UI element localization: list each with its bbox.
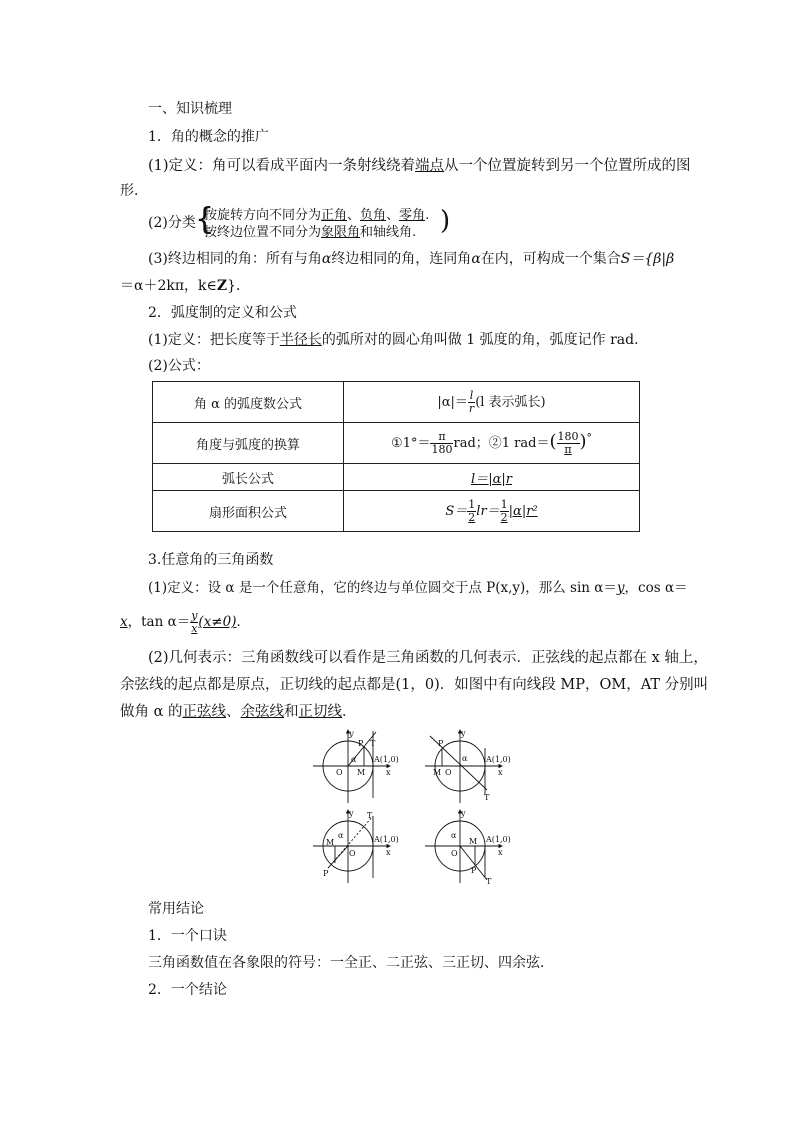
label-y: y <box>461 809 466 818</box>
label-x: x <box>498 848 503 857</box>
s1-definition-line1: (1)定义：角可以看成平面内一条射线绕着端点从一个位置旋转到另一个位置所成的图 <box>148 158 691 174</box>
label-P: P <box>471 866 477 875</box>
label-A: A(1,0) <box>374 755 399 764</box>
row-value: S＝ $\frac{1}{2}$ lr＝ $\frac{1}{2}$ |α|r² <box>344 491 640 532</box>
cls-line2: 按终边位置不同分为象限角和轴线角. <box>204 225 417 240</box>
label-T: T <box>484 793 490 802</box>
s3-geometric-line1: (2)几何表示：三角函数线可以看作是三角函数的几何表示．正弦线的起点都在 x 轴上， <box>148 650 708 666</box>
row-key: 弧长公式 <box>153 464 344 491</box>
label-O: O <box>349 849 356 858</box>
figure-quadrant-2 <box>425 729 511 803</box>
s3-definition-line1: (1)定义：设 α 是一个任意角，它的终边与单位圆交于点 P(x,y)，那么 sin α＝y，cos α＝ <box>148 580 688 596</box>
s1-definition-line2: 形． <box>120 183 148 199</box>
figure-quadrant-4 <box>425 809 511 886</box>
label-A: A(1,0) <box>374 835 399 844</box>
table-row <box>153 382 640 423</box>
label-M: M <box>357 768 366 777</box>
radian-formula-table <box>152 381 640 532</box>
table-row <box>153 464 640 491</box>
label-x: x <box>386 848 391 857</box>
cls-label: (2)分类 <box>148 215 196 231</box>
label-alpha: α <box>462 754 468 763</box>
s1-coterminal-line1: (3)终边相同的角：所有与角α终边相同的角，连同角α在内，可构成一个集合S＝{β|β <box>148 251 675 267</box>
conclusion-1-text: 三角函数值在各象限的符号：一全正、二正弦、三正切、四余弦． <box>148 955 554 971</box>
s2-definition: (1)定义：把长度等于半径长的弧所对的圆心角叫做 1 弧度的角，弧度记作 rad. <box>148 332 639 348</box>
unit-circle-figures <box>308 728 548 888</box>
figure-quadrant-3 <box>313 809 399 883</box>
label-A: A(1,0) <box>486 755 511 764</box>
s2-title: 2．弧度制的定义和公式 <box>148 305 297 321</box>
label-alpha: α <box>351 755 357 764</box>
table-row <box>153 423 640 464</box>
row-key: 扇形面积公式 <box>153 491 344 532</box>
conclusions-title: 常用结论 <box>148 901 204 917</box>
label-O: O <box>451 849 458 858</box>
right-paren: ) <box>440 206 451 236</box>
label-M: M <box>326 838 335 847</box>
s3-title: 3.任意角的三角函数 <box>148 552 274 568</box>
s1-coterminal-line2: ＝α＋2kπ，k∈Z}． <box>120 278 251 294</box>
label-T: T <box>370 739 376 748</box>
label-x: x <box>498 768 503 777</box>
s3-geometric-line3: 做角 α 的正弦线、余弦线和正切线． <box>120 704 357 720</box>
label-alpha: α <box>338 831 344 840</box>
label-T: T <box>367 811 373 820</box>
label-O: O <box>336 768 343 777</box>
s3-geometric-line2: 余弦线的起点都是原点，正切线的起点都是(1，0)．如图中有向线段 MP，OM，AT 分别叫 <box>120 677 709 693</box>
row-key: 角度与弧度的换算 <box>153 423 344 464</box>
blank-endpoint: 端点 <box>415 158 445 174</box>
label-M: M <box>433 768 442 777</box>
label-P: P <box>358 739 364 748</box>
label-P: P <box>323 869 329 878</box>
label-A: A(1,0) <box>486 835 511 844</box>
label-x: x <box>386 768 391 777</box>
cls-line1: 按旋转方向不同分为正角、负角、零角. <box>204 208 430 223</box>
row-value: ①1°＝ $\frac{\pi}{180}$ rad；②1 rad＝( $\frac{180}{\pi}$ )° <box>344 423 640 464</box>
section-heading: 一、知识梳理 <box>148 101 232 117</box>
label-O: O <box>445 768 452 777</box>
conclusion-1-title: 1．一个口诀 <box>148 928 227 944</box>
label-T: T <box>486 877 492 886</box>
figure-quadrant-1 <box>313 729 399 803</box>
label-y: y <box>349 809 354 818</box>
conclusion-2-title: 2．一个结论 <box>148 982 227 998</box>
label-alpha: α <box>451 831 457 840</box>
row-value: |α|＝ $\frac{l}{r}$ (l 表示弧长) <box>344 382 640 423</box>
left-brace: { <box>195 202 215 237</box>
label-P: P <box>438 739 444 748</box>
table-row <box>153 491 640 532</box>
s2-formula-label: (2)公式： <box>148 358 210 374</box>
s3-definition-line2: x，tan α＝ $\frac{y}{x}$ (x≠0)． <box>120 609 250 635</box>
label-y: y <box>349 729 354 738</box>
label-M: M <box>469 837 478 846</box>
row-value: l＝|α|r <box>344 464 640 491</box>
s1-title: 1．角的概念的推广 <box>148 129 269 145</box>
label-y: y <box>461 729 466 738</box>
row-key: 角 α 的弧度数公式 <box>153 382 344 423</box>
